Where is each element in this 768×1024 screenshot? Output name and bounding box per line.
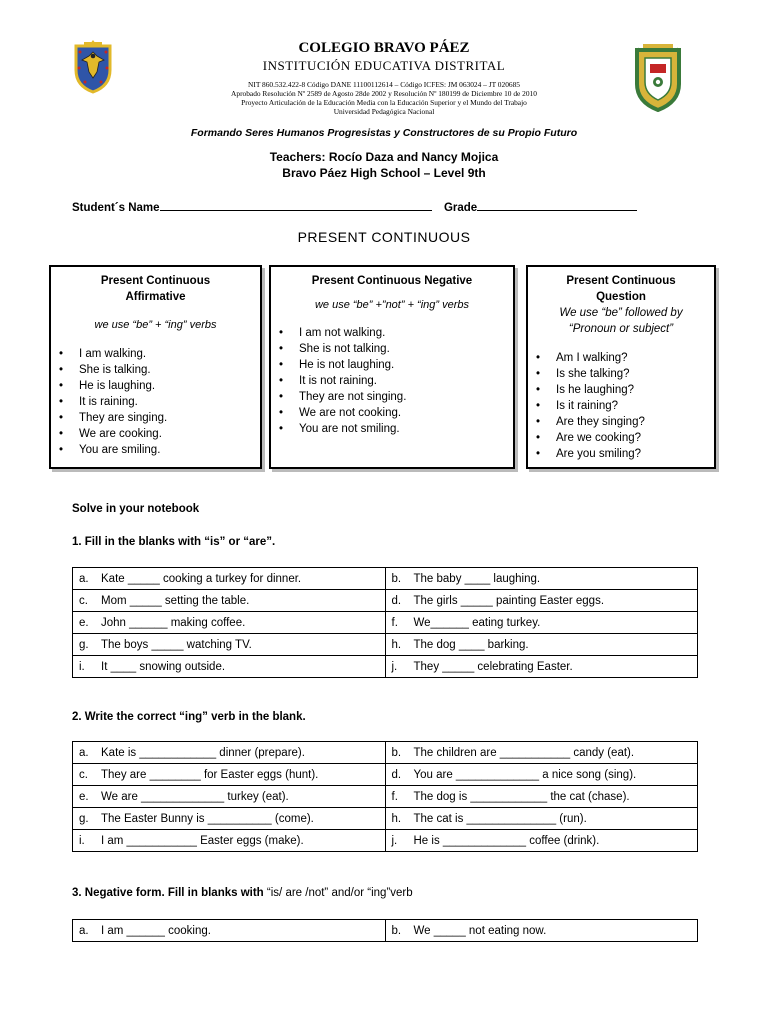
table-row	[73, 612, 698, 634]
instructions: Solve in your notebook	[72, 503, 200, 515]
exercise-cell[interactable]: c. Mom _____ setting the table.	[73, 590, 386, 612]
list-item: • You are not smiling.	[271, 421, 513, 437]
exercise-cell[interactable]: d. The girls _____ painting Easter eggs.	[385, 590, 698, 612]
exercise-cell[interactable]: a. Kate _____ cooking a turkey for dinner.	[73, 568, 386, 590]
list-item: • You are smiling.	[51, 442, 260, 458]
question-rule-line2: “Pronoun or subject”	[568, 323, 674, 335]
exercise-cell[interactable]: g. The Easter Bunny is __________ (come).	[73, 808, 386, 830]
student-info-line	[72, 199, 637, 214]
exercise-cell[interactable]: d. You are _____________ a nice song (sing).	[385, 764, 698, 786]
exercise-cell[interactable]: a. Kate is ____________ dinner (prepare).	[73, 742, 386, 764]
exercise-cell[interactable]: b. The children are ___________ candy (eat).	[385, 742, 698, 764]
project-line: Proyecto Articulación de la Educación Media con la Educación Superior y el Mundo del Trabajo	[241, 98, 527, 107]
grade-field[interactable]	[477, 199, 637, 211]
exercise-cell[interactable]: f. The dog is ____________ the cat (chase).	[385, 786, 698, 808]
student-name-label: Student´s Name	[72, 202, 160, 214]
list-item: • I am walking.	[51, 346, 260, 362]
exercise-cell[interactable]: c. They are ________ for Easter eggs (hunt).	[73, 764, 386, 786]
affirmative-heading-line2: Affirmative	[125, 291, 186, 303]
exercise-cell[interactable]: j. They _____ celebrating Easter.	[385, 656, 698, 678]
list-item: • They are singing.	[51, 410, 260, 426]
exercise2-table	[72, 741, 698, 852]
list-item: • Am I walking?	[528, 350, 714, 366]
exercise3-title	[72, 887, 413, 899]
table-row	[73, 742, 698, 764]
list-item: • He is laughing.	[51, 378, 260, 394]
exercise-cell[interactable]: h. The cat is ______________ (run).	[385, 808, 698, 830]
negative-box	[269, 265, 515, 469]
nit-line: NIT 860.532.422-8 Código DANE 11100112614 – Código ICFES: JM 063024 – JT 020685	[248, 80, 520, 89]
question-heading-line1: Present Continuous	[566, 275, 676, 287]
exercise2-title: 2. Write the correct “ing” verb in the blank.	[72, 711, 306, 723]
negative-rule: we use “be” +”not” + “ing” verbs	[314, 299, 470, 311]
exercise-cell[interactable]: e. John ______ making coffee.	[73, 612, 386, 634]
student-name-field[interactable]	[160, 199, 432, 211]
list-item: • We are not cooking.	[271, 405, 513, 421]
negative-examples	[271, 325, 513, 437]
exercise-cell[interactable]: h. The dog ____ barking.	[385, 634, 698, 656]
exercise-cell[interactable]: b. We _____ not eating now.	[385, 920, 698, 942]
exercise-cell[interactable]: i. It ____ snowing outside.	[73, 656, 386, 678]
exercise-cell[interactable]: j. He is _____________ coffee (drink).	[385, 830, 698, 852]
page-title: PRESENT CONTINUOUS	[297, 229, 471, 245]
exercise-cell[interactable]: e. We are _____________ turkey (eat).	[73, 786, 386, 808]
exercise-cell[interactable]: i. I am ___________ Easter eggs (make).	[73, 830, 386, 852]
affirmative-examples	[51, 346, 260, 458]
question-rule-line1: We use “be” followed by	[559, 307, 683, 319]
list-item: • He is not laughing.	[271, 357, 513, 373]
table-row	[73, 656, 698, 678]
table-row	[73, 634, 698, 656]
list-item: • It is not raining.	[271, 373, 513, 389]
affirmative-box	[49, 265, 262, 469]
list-item: • Is she talking?	[528, 366, 714, 382]
exercise3-table	[72, 919, 698, 942]
affirmative-heading-line1: Present Continuous	[100, 275, 211, 287]
exercise-cell[interactable]: g. The boys _____ watching TV.	[73, 634, 386, 656]
table-row	[73, 764, 698, 786]
question-box	[526, 265, 716, 469]
university-line: Universidad Pedagógica Nacional	[333, 107, 435, 116]
institution-name: INSTITUCIÓN EDUCATIVA DISTRITAL	[262, 58, 506, 73]
exercise1-title: 1. Fill in the blanks with “is” or “are”.	[72, 536, 276, 548]
school-motto: Formando Seres Humanos Progresistas y Constructores de su Propio Futuro	[190, 127, 578, 139]
resolution-line: Aprobado Resolución Nº 2589 de Agosto 28de 2002 y Resolución Nº 180199 de Diciembre 10 de 2010	[231, 89, 537, 98]
list-item: • It is raining.	[51, 394, 260, 410]
list-item: • I am not walking.	[271, 325, 513, 341]
question-heading-line2: Question	[596, 291, 646, 303]
table-row	[73, 920, 698, 942]
table-row	[73, 590, 698, 612]
exercise-cell[interactable]: b. The baby ____ laughing.	[385, 568, 698, 590]
exercise-cell[interactable]: a. I am ______ cooking.	[73, 920, 386, 942]
table-row	[73, 808, 698, 830]
exercise3-title-rest: “is/ are /not” and/or “ing”verb	[263, 887, 413, 899]
table-row	[73, 786, 698, 808]
list-item: • Are we cooking?	[528, 430, 714, 446]
affirmative-rule: we use “be” + “ing” verbs	[94, 319, 217, 331]
list-item: • Is it raining?	[528, 398, 714, 414]
grade-label: Grade	[443, 202, 478, 214]
list-item: • They are not singing.	[271, 389, 513, 405]
table-row	[73, 830, 698, 852]
table-row	[73, 568, 698, 590]
list-item: • She is not talking.	[271, 341, 513, 357]
list-item: • Are you smiling?	[528, 446, 714, 462]
exercise1-table	[72, 567, 698, 678]
list-item: • We are cooking.	[51, 426, 260, 442]
exercise3-title-bold: 3. Negative form. Fill in blanks with	[72, 887, 264, 899]
teachers-line: Teachers: Rocío Daza and Nancy Mojica	[269, 150, 499, 164]
question-examples	[528, 350, 714, 462]
school-name: COLEGIO BRAVO PÁEZ	[298, 40, 470, 56]
list-item: • Is he laughing?	[528, 382, 714, 398]
exercise-cell[interactable]: f. We______ eating turkey.	[385, 612, 698, 634]
list-item: • Are they singing?	[528, 414, 714, 430]
school-level-line: Bravo Páez High School – Level 9th	[282, 166, 486, 180]
list-item: • She is talking.	[51, 362, 260, 378]
negative-heading: Present Continuous Negative	[311, 275, 473, 287]
